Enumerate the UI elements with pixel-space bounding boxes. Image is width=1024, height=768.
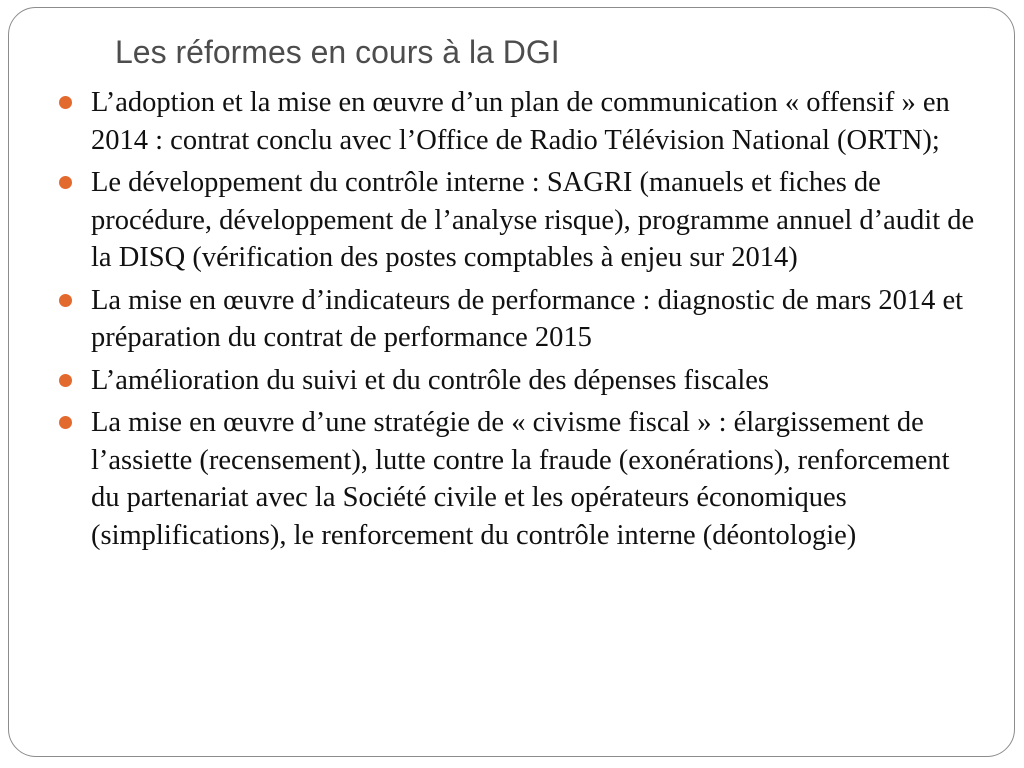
- slide-title: Les réformes en cours à la DGI: [115, 34, 560, 70]
- bullet-item: [59, 282, 979, 357]
- bullet-dot-icon: [59, 374, 72, 387]
- bullet-text: La mise en œuvre d’indicateurs de performance : diagnostic de mars 2014 et préparation du contrat de performance 2015: [91, 284, 964, 353]
- bullet-text: Le développement du contrôle interne : SAGRI (manuels et fiches de procédure, développement de l’analyse risque), programme annuel d’audit de la DISQ (vérification des postes comptables à enjeu sur 2014): [91, 167, 975, 273]
- bullet-item: [59, 404, 979, 554]
- bullet-dot-icon: [59, 96, 72, 109]
- bullet-item: [59, 164, 979, 277]
- bullet-text: La mise en œuvre d’une stratégie de « civisme fiscal » : élargissement de l’assiette (recensement), lutte contre la fraude (exonérations), renforcement du partenariat avec la Société civile et les opérateurs économiques (simplifications), le renforcement du contrôle interne (déontologie): [91, 407, 950, 551]
- bullet-item: [59, 84, 979, 159]
- bullet-dot-icon: [59, 416, 72, 429]
- bullet-text: L’amélioration du suivi et du contrôle des dépenses fiscales: [91, 364, 770, 396]
- bullet-item: [59, 362, 979, 400]
- slide-frame: [8, 7, 1015, 757]
- bullet-dot-icon: [59, 294, 72, 307]
- bullet-text: L’adoption et la mise en œuvre d’un plan de communication « offensif » en 2014 : contrat conclu avec l’Office de Radio Télévision National (ORTN);: [91, 87, 950, 156]
- bullet-list: [59, 84, 979, 559]
- bullet-dot-icon: [59, 176, 72, 189]
